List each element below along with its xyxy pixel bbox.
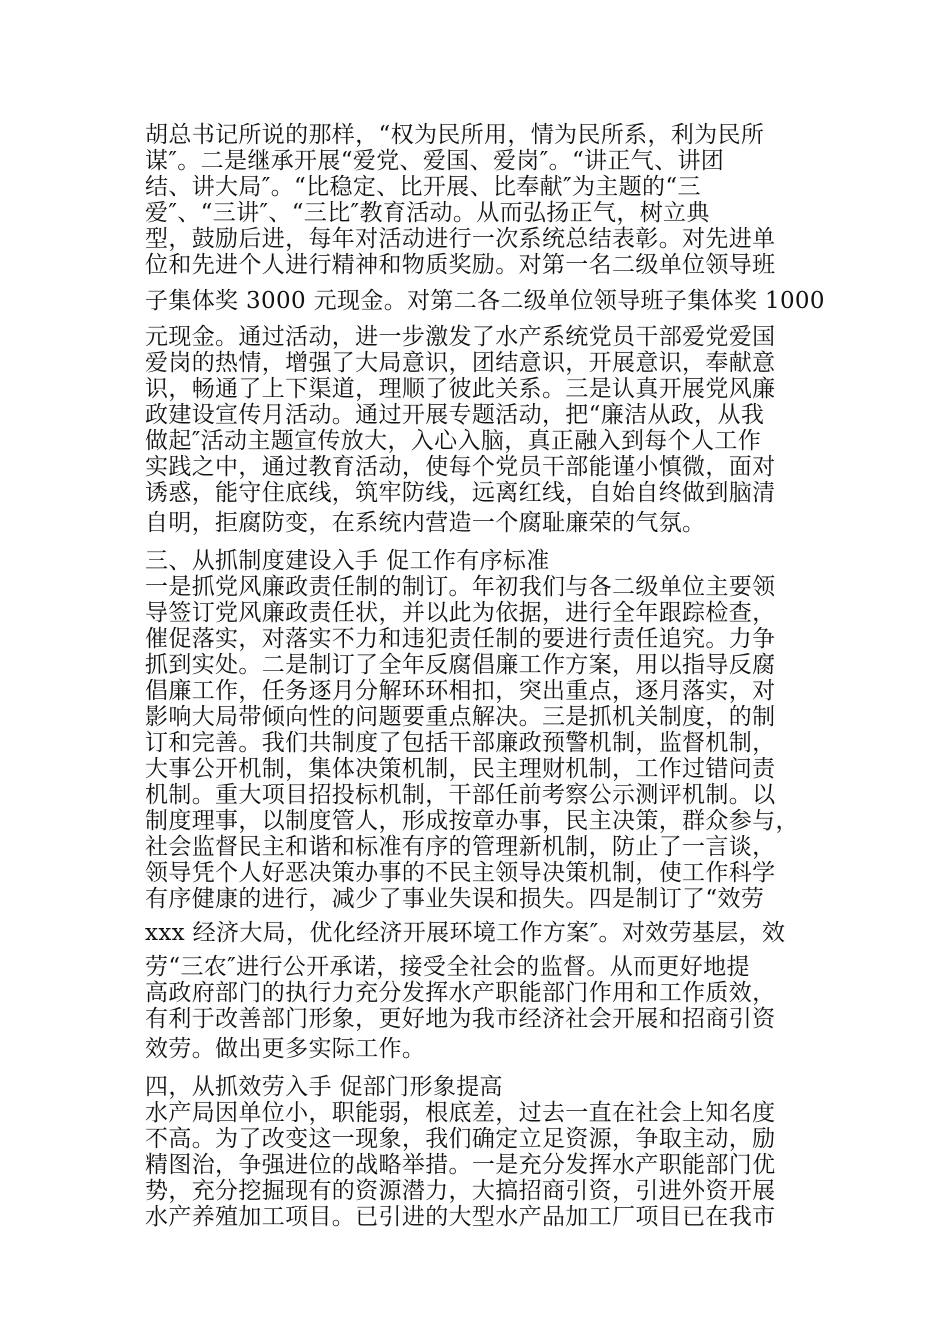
- text-line: 爱岗的热情，增强了大局意识，团结意识，开展意识，奉献意: [145, 350, 776, 376]
- text-line: 影响大局带倾向性的问题要重点解决。三是抓机关制度，的制: [145, 704, 776, 730]
- text-line: 谋″。二是继承开展“爱党、爱国、爱岗″。“讲正气、讲团: [145, 148, 725, 174]
- text-line: 子集体奖 3000 元现金。对第二各二级单位领导班子集体奖 1000: [145, 288, 825, 314]
- section-heading: 三、从抓制度建设入手 促工作有序标准: [145, 548, 550, 574]
- text-line: 导签订党风廉政责任状，并以此为依据，进行全年跟踪检查，: [145, 600, 776, 626]
- text-line: 有序健康的进行，减少了事业失误和损失。四是制订了“效劳: [145, 886, 765, 912]
- text-line: 有利于改善部门形象，更好地为我市经济社会开展和招商引资: [145, 1006, 776, 1032]
- text-line: 爱″、“三讲″、“三比″教育活动。从而弘扬正气，树立典: [145, 200, 710, 226]
- section-heading: 四，从抓效劳入手 促部门形象提高: [145, 1074, 503, 1100]
- text-line: 社会监督民主和谐和标准有序的管理新机制，防止了一言谈，: [145, 834, 776, 860]
- text-line: 效劳。做出更多实际工作。: [145, 1036, 426, 1062]
- text-line: 倡廉工作，任务逐月分解环环相扣，突出重点，逐月落实，对: [145, 678, 776, 704]
- text-line: 诱惑，能守住底线，筑牢防线，远离红线，自始自终做到脑清: [145, 480, 776, 506]
- text-line: 做起″活动主题宣传放大，入心入脑，真正融入到每个人工作: [145, 428, 762, 454]
- text-line: 机制。重大项目招投标机制，干部任前考察公示测评机制。以: [145, 782, 776, 808]
- text-line: 型，鼓励后进，每年对活动进行一次系统总结表彰。对先进单: [145, 226, 776, 252]
- text-line: 势，充分挖掘现有的资源潜力，大搞招商引资，引进外资开展: [145, 1178, 776, 1204]
- text-line: 胡总书记所说的那样，“权为民所用，情为民所系，利为民所: [145, 122, 765, 148]
- text-line: 领导凭个人好恶决策办事的不民主领导决策机制，使工作科学: [145, 860, 776, 886]
- text-line: 催促落实，对落实不力和违犯责任制的要进行责任追究。力争: [145, 626, 776, 652]
- text-line: 订和完善。我们共制度了包括干部廉政预警机制，监督机制，: [145, 730, 776, 756]
- text-line: xxx 经济大局，优化经济开展环境工作方案″。对效劳基层，效: [145, 920, 786, 946]
- text-line: 水产养殖加工项目。已引进的大型水产品加工厂项目已在我市: [145, 1204, 776, 1230]
- text-line: 识，畅通了上下渠道，理顺了彼此关系。三是认真开展党风廉: [145, 376, 776, 402]
- text-line: 自明，拒腐防变，在系统内营造一个腐耻廉荣的气氛。: [145, 510, 706, 536]
- text-line: 劳“三农″进行公开承诺，接受全社会的监督。从而更好地提: [145, 954, 750, 980]
- text-line: 水产局因单位小，职能弱，根底差，过去一直在社会上知名度: [145, 1100, 776, 1126]
- text-line: 政建设宣传月活动。通过开展专题活动，把“廉洁从政，从我: [145, 402, 765, 428]
- text-line: 位和先进个人进行精神和物质奖励。对第一名二级单位领导班: [145, 252, 776, 278]
- text-line: 高政府部门的执行力充分发挥水产职能部门作用和工作质效，: [145, 980, 776, 1006]
- text-line: 实践之中，通过教育活动，使每个党员干部能谨小慎微，面对: [145, 454, 776, 480]
- text-line: 结、讲大局″。“比稳定、比开展、比奉献″为主题的“三: [145, 174, 701, 200]
- text-line: 一是抓党风廉政责任制的制订。年初我们与各二级单位主要领: [145, 574, 776, 600]
- text-line: 大事公开机制，集体决策机制，民主理财机制，工作过错问责: [145, 756, 776, 782]
- text-line: 不高。为了改变这一现象，我们确定立足资源，争取主动，励: [145, 1126, 776, 1152]
- text-line: 精图治，争强进位的战略举措。一是充分发挥水产职能部门优: [145, 1152, 776, 1178]
- text-line: 抓到实处。二是制订了全年反腐倡廉工作方案，用以指导反腐: [145, 652, 776, 678]
- text-line: 制度理事，以制度管人，形成按章办事，民主决策，群众参与，: [145, 808, 799, 834]
- text-line: 元现金。通过活动，进一步激发了水产系统党员干部爱党爱国: [145, 324, 776, 350]
